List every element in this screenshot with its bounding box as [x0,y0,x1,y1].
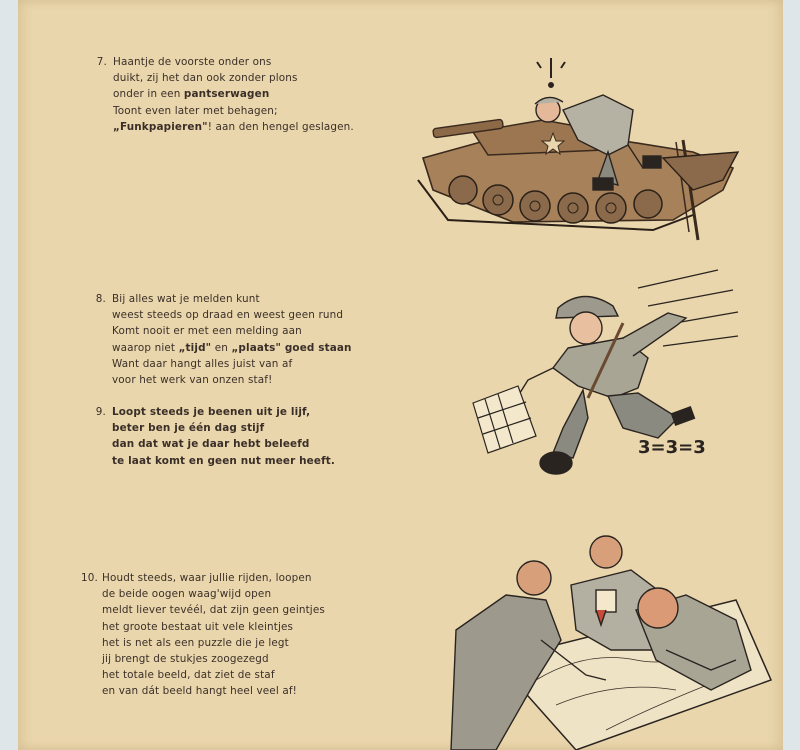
verse-text: Bij alles wat je melden kunt [112,293,260,305]
verse-8 [95,291,352,388]
verse-text: „Funkpapieren" [113,120,208,133]
verse-text: Loopt steeds je beenen uit je lijf, [112,406,311,418]
verse-line [102,651,325,667]
verse-line [112,453,335,469]
leaflet-page [18,0,783,750]
tank-soldier-illustration [393,40,743,250]
verse-line [112,404,335,420]
verse-text: meldt liever tevéél, dat zijn geen geintjes [102,604,325,617]
verse-line [102,602,325,618]
verse-line [112,323,352,339]
verse-lines [112,291,352,388]
verse-line [102,586,325,602]
verse-text: het is net als een puzzle die je legt [102,636,289,649]
verse-line [113,86,354,102]
sound-effect-text: 3=3=3 [638,437,706,458]
verse-text: onder in een [113,88,184,101]
verse-line [113,103,354,119]
verse-line [113,54,354,70]
verse-text: Haantje de voorste onder ons [113,56,272,68]
verse-line [112,356,352,372]
verse-7 [96,54,354,135]
verse-line [102,683,325,699]
verse-text: Houdt steeds, waar jullie rijden, loopen [102,572,312,584]
verse-number: 10. [81,572,98,584]
verse-text: Want daar hangt alles juist van af [112,357,293,370]
verse-9 [95,404,335,469]
verse-lines [113,54,354,135]
verse-text: het totale beeld, dat ziet de staf [102,669,275,682]
verse-number: 8. [95,293,106,305]
staff-officers-map-illustration [436,530,776,750]
verse-text: waarop niet [112,341,179,354]
verse-line [102,667,325,683]
verse-text: de beide oogen waag'wijd open [102,588,272,601]
verse-text: „plaats" goed staan [231,341,352,354]
verse-line [112,307,352,323]
verse-text: en van dát beeld hangt heel veel af! [102,685,297,698]
verse-10 [81,570,325,700]
verse-text: beter ben je één dag stijf [112,422,265,435]
running-soldier-illustration [448,268,748,498]
verse-text: jij brengt de stukjes zoogezegd [102,653,269,666]
verse-line [102,619,325,635]
verse-line [112,420,335,436]
verse-text: pantserwagen [183,88,270,101]
verse-line [112,372,352,388]
verse-text: ! aan den hengel geslagen. [207,120,354,133]
verse-line [112,340,352,356]
verse-text: Toont even later met behagen; [113,104,278,117]
verse-line [113,70,354,86]
verse-line [102,570,325,586]
verse-text: Komt nooit er met een melding aan [112,325,302,338]
verse-text: dan dat wat je daar hebt beleefd [112,438,310,451]
verse-text: te laat komt en geen nut meer heeft. [112,454,335,467]
verse-line [112,291,352,307]
verse-text: het groote bestaat uit vele kleintjes [102,620,294,633]
verse-lines [112,404,335,469]
verse-line [112,436,335,452]
verse-text: en [211,341,232,354]
verse-number: 7. [96,56,107,68]
verse-text: voor het werk van onzen staf! [112,374,273,387]
verse-text: „tijd" [178,341,212,354]
verse-line [113,119,354,135]
verse-text: weest steeds op draad en weest geen rund [112,309,344,322]
verse-text: duikt, zij het dan ook zonder plons [113,72,298,85]
verse-line [102,635,325,651]
map-sheet [473,386,536,453]
exclamation-icon [537,58,565,87]
verse-number: 9. [95,406,106,418]
verse-lines [102,570,325,700]
